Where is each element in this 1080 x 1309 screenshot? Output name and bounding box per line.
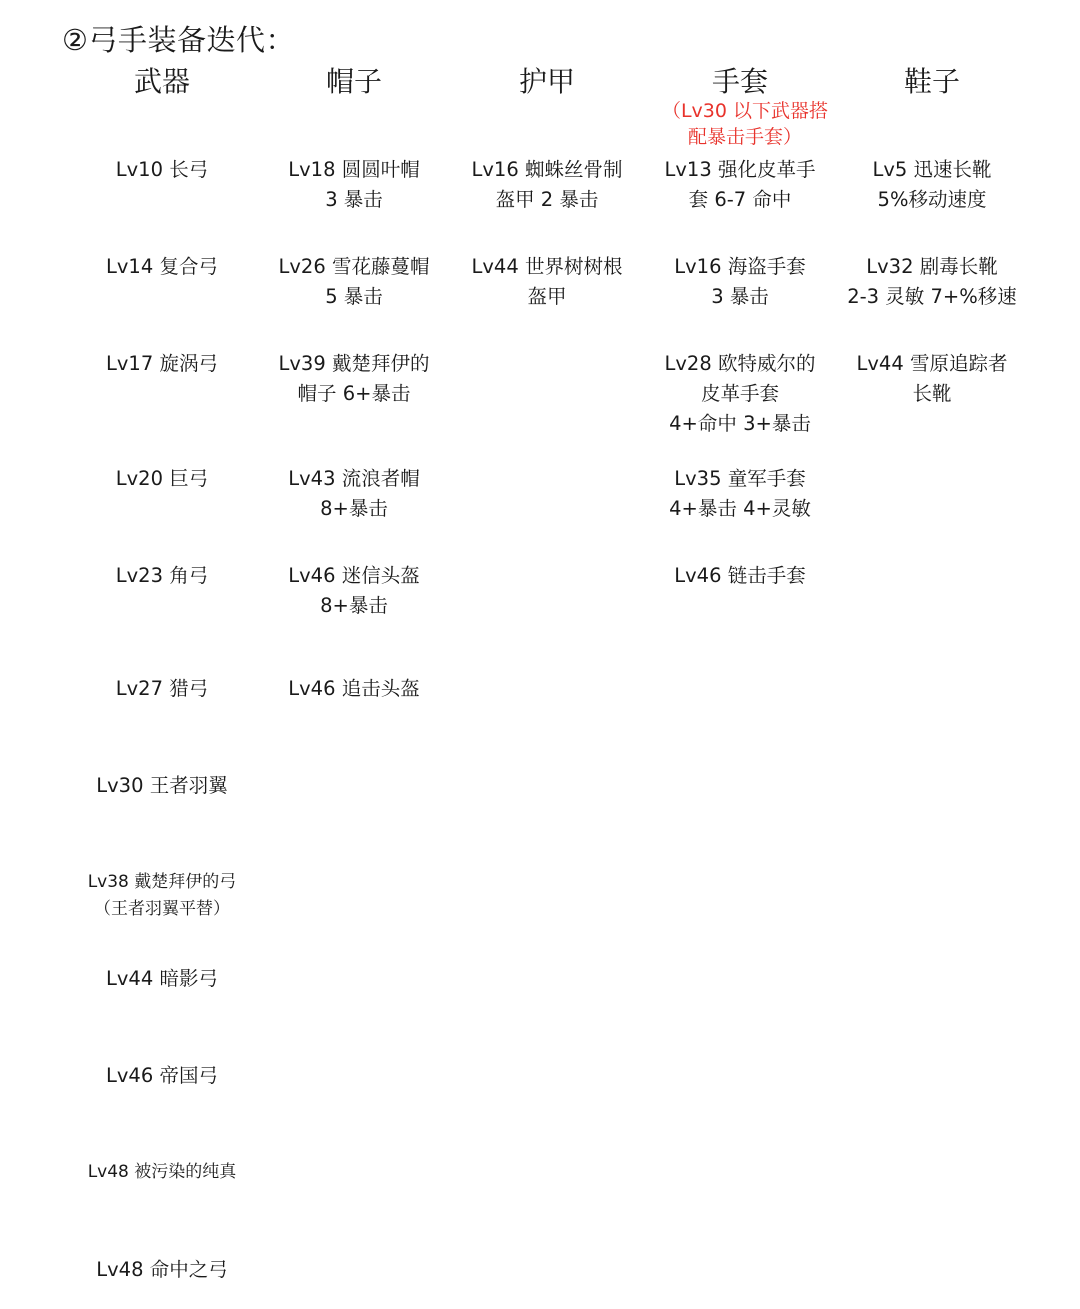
gloves-item — [645, 561, 835, 591]
gloves-item-line: Lv16 海盗手套 — [674, 255, 806, 278]
weapon-item — [67, 349, 257, 379]
gloves-item — [645, 464, 835, 524]
armor-item-line: 盔甲 2 暴击 — [495, 188, 599, 211]
shoes-item-line: Lv44 雪原追踪者 — [856, 352, 1008, 375]
header-gloves: 手套 — [711, 65, 768, 98]
shoes-item-line: Lv32 剧毒长靴 — [866, 255, 998, 278]
armor-item — [452, 155, 642, 215]
weapon-item — [67, 771, 257, 801]
gloves-item-line: Lv28 欧特威尔的 — [664, 352, 816, 375]
weapon-item-line: Lv27 猎弓 — [115, 677, 209, 700]
shoes-item — [837, 252, 1027, 312]
gloves-item-line: Lv13 强化皮革手 — [664, 158, 816, 181]
header-shoes: 鞋子 — [903, 65, 960, 98]
weapon-item-line: Lv46 帝国弓 — [106, 1064, 218, 1087]
gloves-item-line: 套 6-7 命中 — [688, 188, 792, 211]
armor-item-line: Lv16 蜘蛛丝骨制 — [471, 158, 623, 181]
header-armor: 护甲 — [518, 65, 575, 98]
page-title: ②弓手装备迭代： — [62, 23, 295, 57]
hat-item-line: 8+暴击 — [320, 497, 388, 520]
weapon-item — [67, 964, 257, 994]
hat-item — [259, 464, 449, 524]
weapon-item-line: Lv30 王者羽翼 — [96, 774, 228, 797]
weapon-item-line: Lv17 旋涡弓 — [106, 352, 218, 375]
gloves-item — [645, 252, 835, 312]
gloves-item-line: Lv35 童军手套 — [674, 467, 806, 490]
weapon-item-line: Lv38 戴楚拜伊的弓 — [87, 872, 237, 892]
weapon-item-line: Lv14 复合弓 — [106, 255, 218, 278]
header-hat: 帽子 — [325, 65, 382, 98]
hat-item — [259, 561, 449, 621]
hat-item-line: 3 暴击 — [325, 188, 383, 211]
hat-item-line: Lv43 流浪者帽 — [288, 467, 420, 490]
hat-item — [259, 349, 449, 409]
gloves-note — [645, 98, 845, 150]
weapon-item-line: Lv20 巨弓 — [115, 467, 209, 490]
shoes-item-line: 2-3 灵敏 7+%移速 — [847, 285, 1017, 308]
shoes-item — [837, 155, 1027, 215]
hat-item — [259, 674, 449, 704]
weapon-item — [67, 252, 257, 282]
weapon-item-line: Lv23 角弓 — [115, 564, 209, 587]
weapon-item — [67, 869, 257, 923]
gloves-item-line: Lv46 链击手套 — [674, 564, 806, 587]
gloves-note-line: （Lv30 以下武器搭 — [661, 100, 829, 122]
weapon-item-line: Lv48 被污染的纯真 — [87, 1162, 237, 1182]
hat-item-line: 8+暴击 — [320, 594, 388, 617]
shoes-item-line: Lv5 迅速长靴 — [872, 158, 992, 181]
hat-item-line: Lv39 戴楚拜伊的 — [278, 352, 430, 375]
hat-item-line: Lv18 圆圆叶帽 — [288, 158, 420, 181]
weapon-item-line: Lv44 暗影弓 — [106, 967, 218, 990]
weapon-item-line: （王者羽翼平替） — [94, 899, 230, 919]
weapon-item — [67, 155, 257, 185]
hat-item-line: Lv46 迷信头盔 — [288, 564, 420, 587]
hat-item — [259, 252, 449, 312]
gloves-item-line: 4+暴击 4+灵敏 — [669, 497, 811, 520]
hat-item-line: 5 暴击 — [325, 285, 383, 308]
hat-item-line: 帽子 6+暴击 — [297, 382, 411, 405]
weapon-item-line: Lv10 长弓 — [115, 158, 209, 181]
armor-item-line: 盔甲 — [527, 285, 567, 308]
hat-item-line: Lv26 雪花藤蔓帽 — [278, 255, 430, 278]
gloves-item — [645, 155, 835, 215]
shoes-item-line: 长靴 — [912, 382, 952, 405]
weapon-item — [67, 1061, 257, 1091]
header-weapon: 武器 — [133, 65, 190, 98]
gloves-item-line: 4+命中 3+暴击 — [669, 412, 811, 435]
weapon-item — [67, 561, 257, 591]
weapon-item — [67, 464, 257, 494]
gloves-item — [645, 349, 835, 439]
weapon-item — [67, 1255, 257, 1285]
shoes-item-line: 5%移动速度 — [877, 188, 987, 211]
weapon-item — [67, 1159, 257, 1186]
armor-item-line: Lv44 世界树树根 — [471, 255, 623, 278]
gloves-item-line: 3 暴击 — [711, 285, 769, 308]
shoes-item — [837, 349, 1027, 409]
hat-item-line: Lv46 追击头盔 — [288, 677, 420, 700]
gloves-note-line: 配暴击手套） — [687, 126, 802, 148]
weapon-item — [67, 674, 257, 704]
armor-item — [452, 252, 642, 312]
weapon-item-line: Lv48 命中之弓 — [96, 1258, 228, 1281]
gloves-item-line: 皮革手套 — [700, 382, 779, 405]
hat-item — [259, 155, 449, 215]
